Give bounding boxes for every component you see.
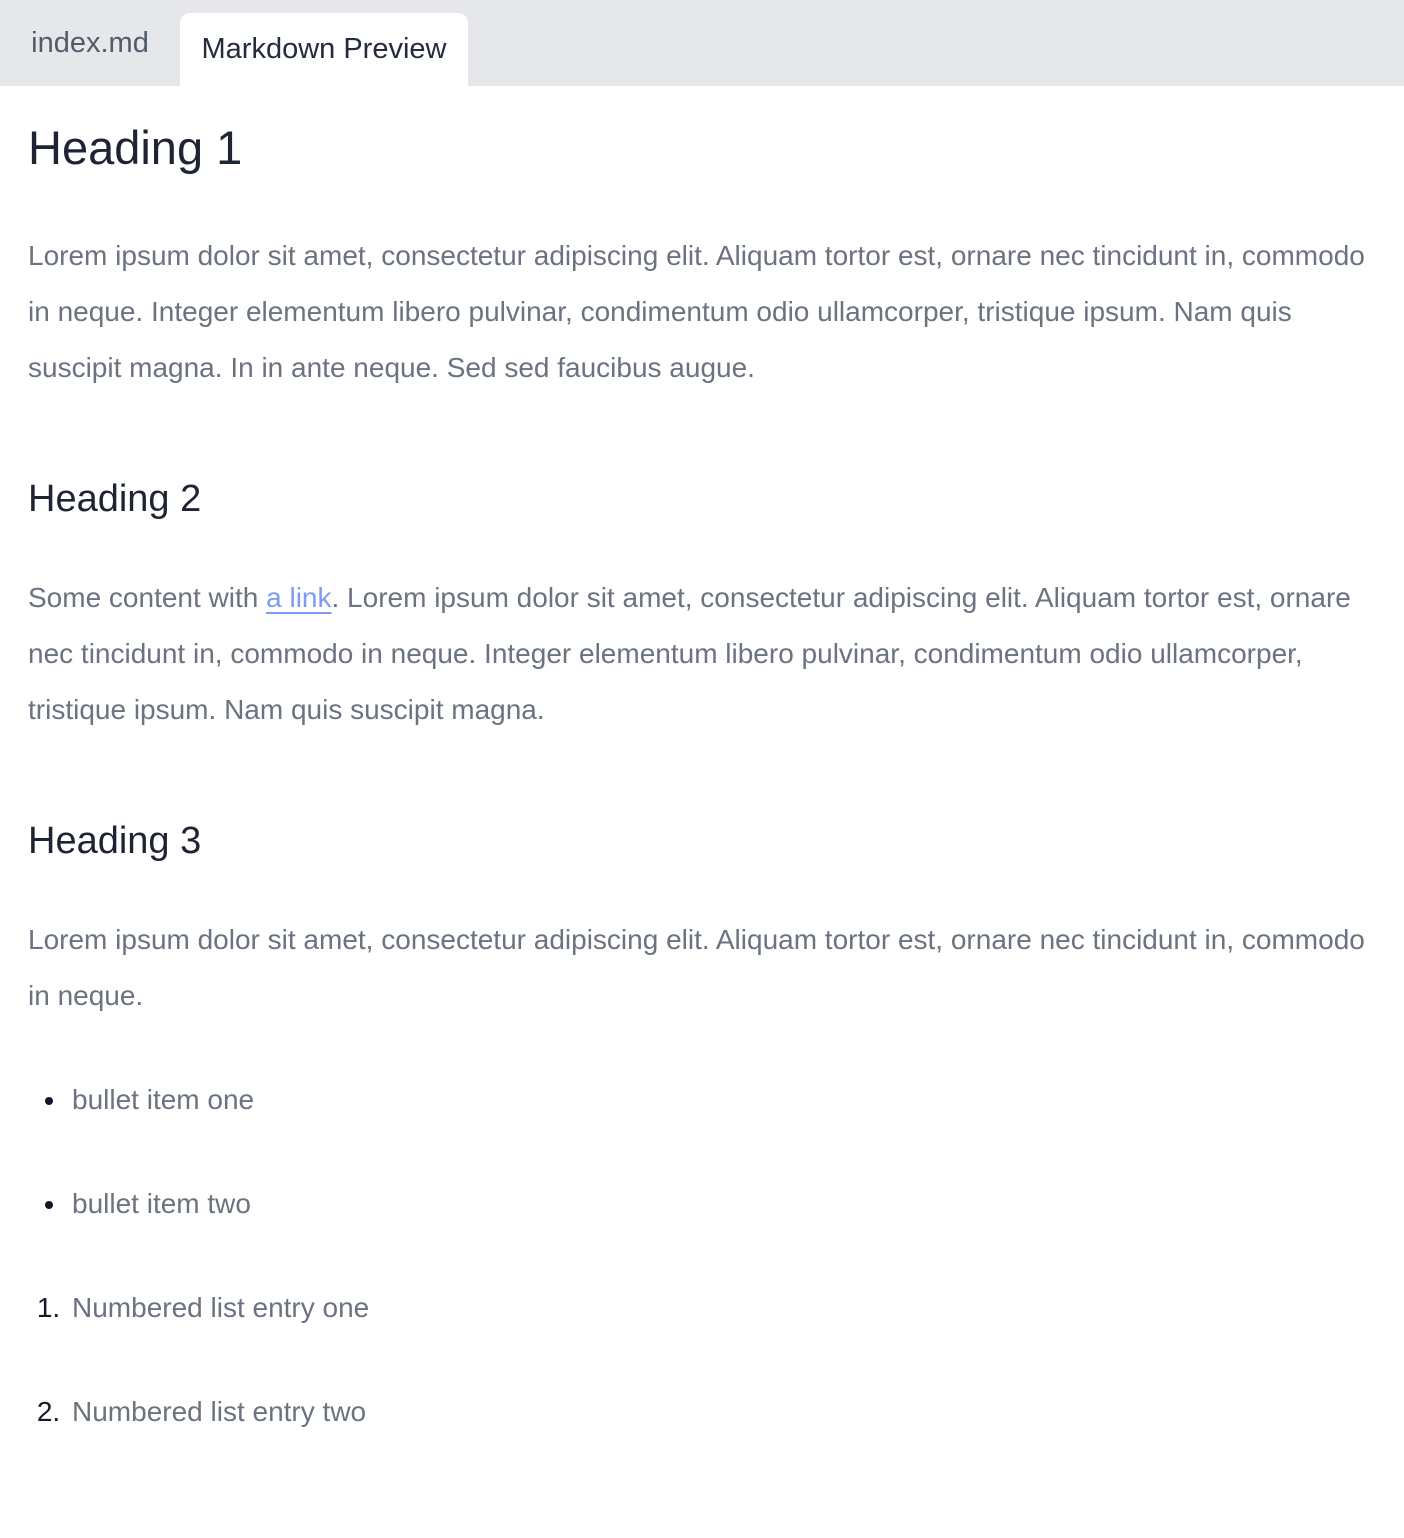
bullet-list-item: • bullet item one — [68, 1072, 1376, 1128]
tab-markdown-preview-label: Markdown Preview — [201, 33, 447, 65]
bullet-list — [28, 1072, 1376, 1232]
paragraph-2-text-before-link: Some content with — [28, 582, 267, 613]
tab-markdown-preview[interactable] — [180, 13, 468, 86]
bullet-list-item: • bullet item two — [68, 1176, 1376, 1232]
paragraph-2-text-after-link: . Lorem ipsum dolor sit amet, consectetur adipiscing elit. Aliquam tortor est, ornare nec tincidunt in, commodo in neque. Integer elementum libero pulvinar, condimentum odio ullamcorper, tristique ipsum. Nam quis suscipit magna. — [28, 582, 1351, 725]
numbered-list-item: 1. Numbered list entry one — [68, 1280, 1376, 1336]
tab-bar — [0, 0, 1404, 86]
paragraph-1: Lorem ipsum dolor sit amet, consectetur adipiscing elit. Aliquam tortor est, ornare nec tincidunt in, commodo in neque. Integer elementum libero pulvinar, condimentum odio ullamcorper, tristique ipsum. Nam quis suscipit magna. In in ante neque. Sed sed faucibus augue. — [28, 240, 1365, 383]
paragraph-3: Lorem ipsum dolor sit amet, consectetur adipiscing elit. Aliquam tortor est, ornare nec tincidunt in, commodo in neque. — [28, 924, 1365, 1011]
tab-index-md-label: index.md — [31, 26, 149, 59]
heading-2: Heading 2 — [28, 478, 202, 520]
numbered-list — [28, 1280, 1376, 1440]
heading-1: Heading 1 — [28, 121, 243, 174]
paragraph-2 — [28, 570, 1376, 738]
tab-index-md[interactable] — [0, 0, 180, 86]
markdown-preview-pane — [0, 120, 1404, 1440]
inline-link[interactable]: a link — [266, 582, 332, 613]
heading-3: Heading 3 — [28, 820, 202, 862]
numbered-list-item: 2. Numbered list entry two — [68, 1384, 1376, 1440]
